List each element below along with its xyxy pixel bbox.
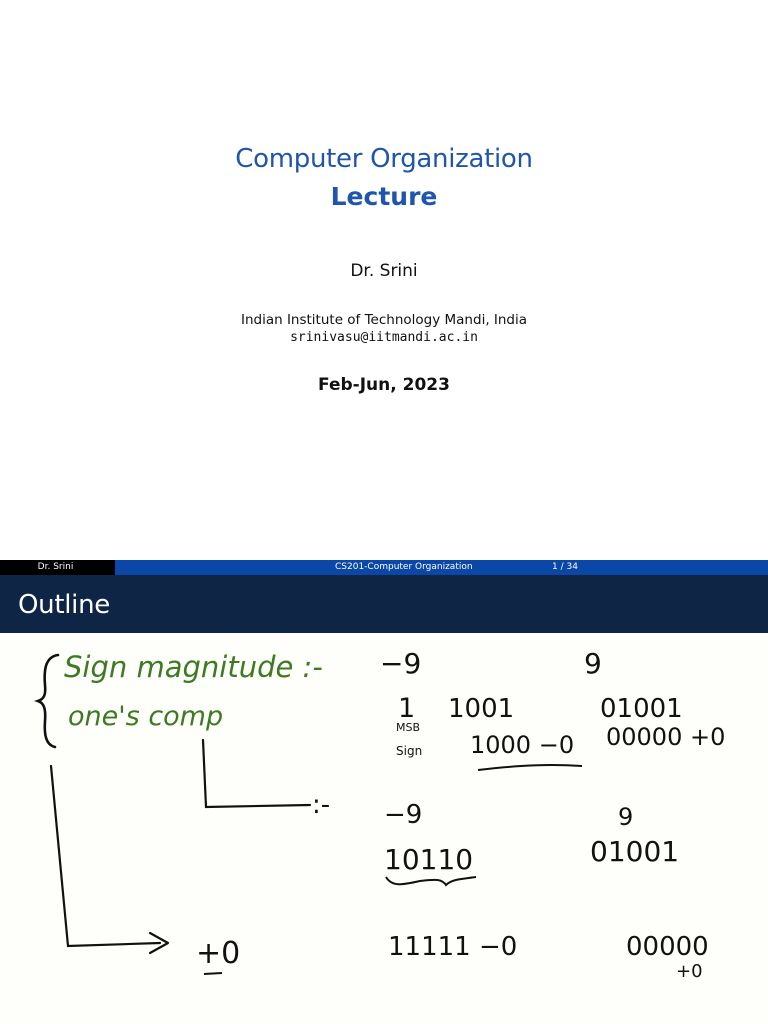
outline-title: Outline <box>18 590 110 620</box>
hw-1000: 1000 −0 <box>470 731 575 759</box>
hw-plus-zero: +0 <box>196 936 241 971</box>
institute-name: Indian Institute of Technology Mandi, India <box>240 312 528 328</box>
footer-page-number: 1 / 34 <box>552 562 578 572</box>
hw-00000-b: 00000 <box>626 932 709 962</box>
handwritten-notes <box>0 633 768 1024</box>
hw-one: 1 <box>398 693 416 724</box>
hw-colon-2: :- <box>312 790 331 820</box>
hw-01001-b: 01001 <box>590 835 680 868</box>
hw-ones-comp: one's comp <box>68 701 224 732</box>
footer-author: Dr. Srini <box>0 560 115 575</box>
hw-1001: 1001 <box>448 694 515 724</box>
hw-neg9-a: −9 <box>380 647 422 680</box>
footer-course-bar <box>115 560 768 575</box>
outline-header-bar <box>0 575 768 633</box>
underline-plus-zero <box>204 973 222 974</box>
footer-course: CS201-Computer Organization <box>335 562 473 572</box>
underline-1000 <box>478 765 582 770</box>
arrow-line-ones <box>203 740 310 807</box>
outline-slide <box>0 575 768 1024</box>
slide-title: Computer Organization <box>235 144 533 174</box>
arrow-line-long <box>51 766 160 946</box>
hw-sign: Sign <box>396 744 423 758</box>
hw-11111: 11111 −0 <box>388 932 518 962</box>
slide-subtitle: Lecture <box>330 182 438 211</box>
author-email: srinivasu@iitmandi.ac.in <box>290 330 478 345</box>
hw-pos9-b: 9 <box>618 803 634 831</box>
hw-01001-a: 01001 <box>600 694 683 724</box>
hw-neg9-b: −9 <box>384 800 423 830</box>
hw-msb: MSB <box>396 721 421 734</box>
hw-plus-zero-b: +0 <box>676 961 703 982</box>
hw-00000-a: 00000 +0 <box>606 723 726 751</box>
curly-brace <box>38 655 58 747</box>
hw-10110: 10110 <box>384 843 474 876</box>
hw-pos9-a: 9 <box>584 647 602 680</box>
hw-sign-magnitude: Sign magnitude :- <box>64 650 323 684</box>
author-name: Dr. Srini <box>350 261 418 281</box>
slide-footer <box>0 560 768 575</box>
lecture-date: Feb-Jun, 2023 <box>318 375 450 395</box>
underbrace-10110 <box>386 877 476 885</box>
